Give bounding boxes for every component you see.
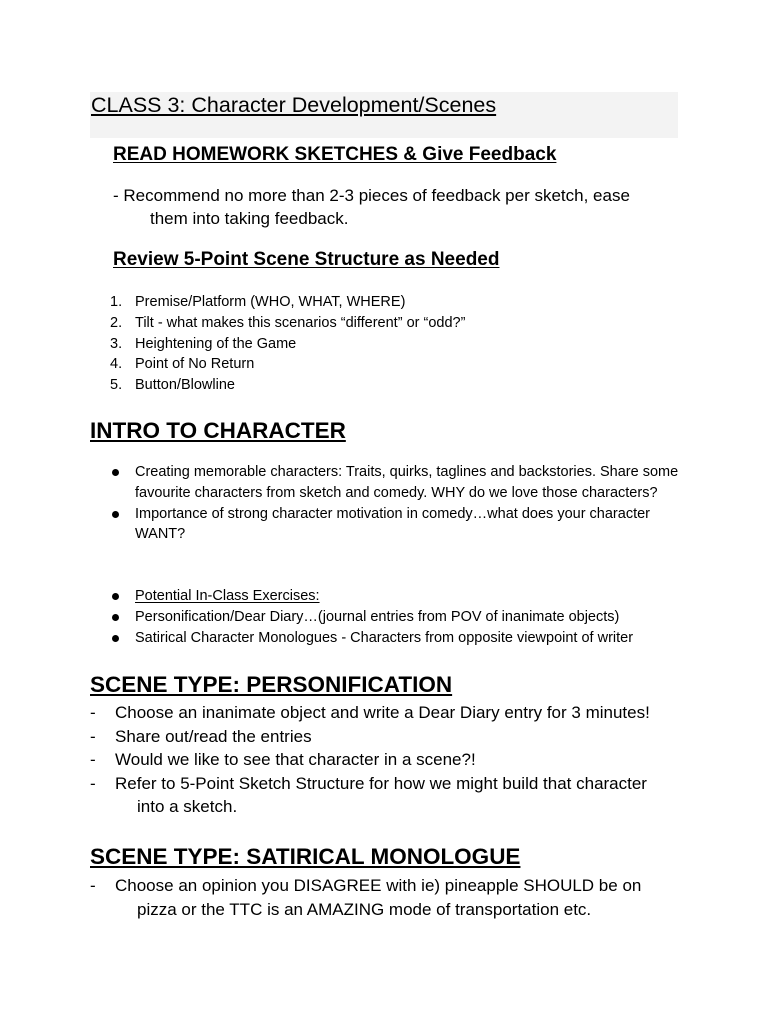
structure-list — [110, 294, 465, 398]
exercise-bullets — [112, 586, 680, 648]
intro-heading: INTRO TO CHARACTER — [90, 418, 346, 443]
homework-note-line2: them into taking feedback. — [150, 209, 349, 228]
list-item: Creating memorable characters: Traits, quirks, taglines and backstories. Share some favourite characters from sketch and comedy. WHY do we love those characters? — [112, 462, 680, 504]
list-item: Personification/Dear Diary…(journal entries from POV of inanimate objects) — [112, 607, 680, 628]
personification-list — [90, 701, 650, 819]
homework-heading: READ HOMEWORK SKETCHES & Give Feedback — [113, 144, 557, 165]
list-item: 4. Point of No Return — [110, 356, 255, 373]
list-item: - Share out/read the entries — [90, 726, 312, 746]
list-item: Satirical Character Monologues - Characters from opposite viewpoint of writer — [112, 628, 680, 649]
bullet-icon — [112, 511, 119, 518]
page-title: CLASS 3: Character Development/Scenes — [91, 93, 497, 117]
bullet-icon — [112, 593, 119, 600]
homework-note — [113, 184, 630, 230]
list-item: 2. Tilt - what makes this scenarios “different” or “odd?” — [110, 314, 466, 331]
review-heading: Review 5-Point Scene Structure as Needed — [113, 249, 500, 270]
dash-marker: - — [113, 186, 119, 205]
list-item: - Choose an opinion you DISAGREE with ie) pineapple SHOULD be on pizza or the TTC is an AMAZING mode of transportation etc. — [90, 876, 642, 919]
list-item: Importance of strong character motivation in comedy…what does your character WANT? — [112, 504, 680, 546]
bullet-icon — [112, 469, 119, 476]
list-item: Potential In-Class Exercises: — [112, 586, 680, 607]
list-item: - Would we like to see that character in a scene?! — [90, 750, 476, 769]
personification-heading: SCENE TYPE: PERSONIFICATION — [90, 672, 453, 697]
bullet-icon — [112, 614, 119, 621]
list-item: - Refer to 5-Point Sketch Structure for how we might build that character into a sketch. — [90, 773, 647, 816]
list-item: 1. Premise/Platform (WHO, WHAT, WHERE) — [110, 294, 406, 310]
list-item: - Choose an inanimate object and write a Dear Diary entry for 3 minutes! — [90, 703, 650, 722]
monologue-heading: SCENE TYPE: SATIRICAL MONOLOGUE — [90, 844, 521, 869]
list-item: 3. Heightening of the Game — [110, 335, 297, 352]
list-item: 5. Button/Blowline — [110, 377, 235, 394]
homework-note-line1: Recommend no more than 2-3 pieces of feedback per sketch, ease — [123, 186, 630, 205]
monologue-list — [90, 874, 641, 921]
intro-bullets — [112, 462, 680, 545]
bullet-icon — [112, 635, 119, 642]
